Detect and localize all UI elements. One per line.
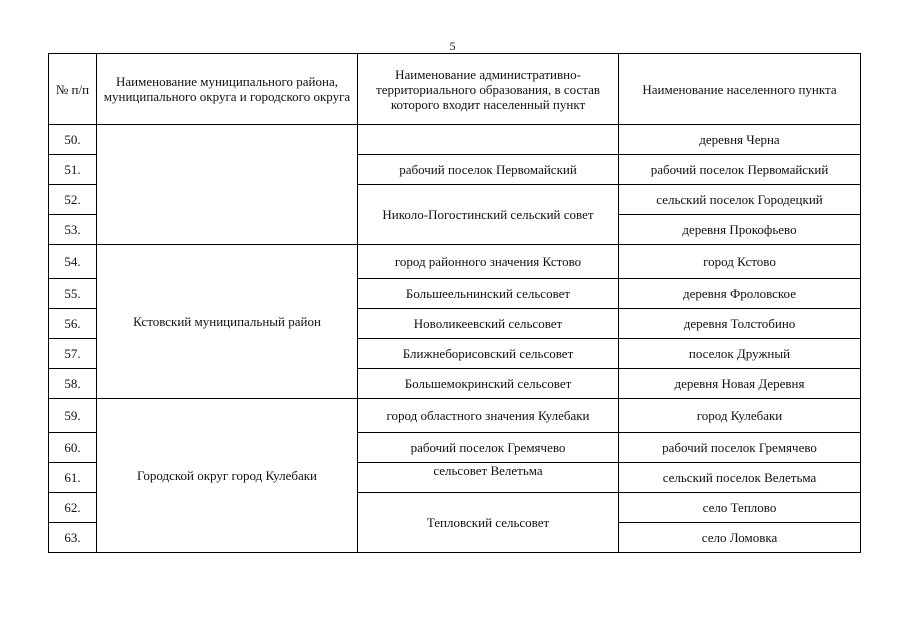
header-admin-unit: Наименование административно-территориального образования, в состав которого входит населенный пункт: [358, 54, 619, 125]
row-number: 57.: [49, 339, 97, 369]
admin-unit-cell: город областного значения Кулебаки: [358, 399, 619, 433]
settlement-cell: село Ломовка: [619, 523, 861, 553]
settlement-cell: рабочий поселок Первомайский: [619, 155, 861, 185]
row-number: 62.: [49, 493, 97, 523]
settlement-cell: сельский поселок Городецкий: [619, 185, 861, 215]
row-number: 53.: [49, 215, 97, 245]
admin-unit-cell: Новоликеевский сельсовет: [358, 309, 619, 339]
row-number: 59.: [49, 399, 97, 433]
row-number: 58.: [49, 369, 97, 399]
admin-unit-cell: [358, 125, 619, 155]
table-row: [49, 399, 861, 433]
settlement-cell: деревня Прокофьево: [619, 215, 861, 245]
header-settlement: Наименование населенного пункта: [619, 54, 861, 125]
row-number: 60.: [49, 433, 97, 463]
admin-unit-cell: рабочий поселок Первомайский: [358, 155, 619, 185]
settlement-cell: деревня Черна: [619, 125, 861, 155]
settlement-cell: сельский поселок Велетьма: [619, 463, 861, 493]
admin-unit-cell: Большеельнинский сельсовет: [358, 279, 619, 309]
district-cell: [97, 125, 358, 245]
header-number: № п/п: [49, 54, 97, 125]
settlements-table: [48, 53, 861, 553]
admin-unit-cell: Тепловский сельсовет: [358, 493, 619, 553]
settlement-cell: деревня Толстобино: [619, 309, 861, 339]
district-cell: Городской округ город Кулебаки: [97, 399, 358, 553]
settlement-cell: деревня Новая Деревня: [619, 369, 861, 399]
row-number: 63.: [49, 523, 97, 553]
settlement-cell: поселок Дружный: [619, 339, 861, 369]
row-number: 51.: [49, 155, 97, 185]
settlement-cell: город Кулебаки: [619, 399, 861, 433]
settlement-cell: село Теплово: [619, 493, 861, 523]
table-row: [49, 245, 861, 279]
row-number: 50.: [49, 125, 97, 155]
header-district: Наименование муниципального района, муниципального округа и городского округа: [97, 54, 358, 125]
row-number: 52.: [49, 185, 97, 215]
row-number: 54.: [49, 245, 97, 279]
admin-unit-cell: рабочий поселок Гремячево: [358, 433, 619, 463]
table-row: [49, 125, 861, 155]
row-number: 61.: [49, 463, 97, 493]
district-cell: Кстовский муниципальный район: [97, 245, 358, 399]
row-number: 56.: [49, 309, 97, 339]
admin-unit-cell: город районного значения Кстово: [358, 245, 619, 279]
settlement-cell: город Кстово: [619, 245, 861, 279]
admin-unit-cell: Ближнеборисовский сельсовет: [358, 339, 619, 369]
admin-unit-cell: сельсовет Велетьма: [358, 463, 619, 493]
settlement-cell: деревня Фроловское: [619, 279, 861, 309]
admin-unit-cell: Николо-Погостинский сельский совет: [358, 185, 619, 245]
row-number: 55.: [49, 279, 97, 309]
settlement-cell: рабочий поселок Гремячево: [619, 433, 861, 463]
page-number: 5: [449, 39, 456, 53]
table-header-row: [49, 54, 861, 125]
admin-unit-cell: Большемокринский сельсовет: [358, 369, 619, 399]
